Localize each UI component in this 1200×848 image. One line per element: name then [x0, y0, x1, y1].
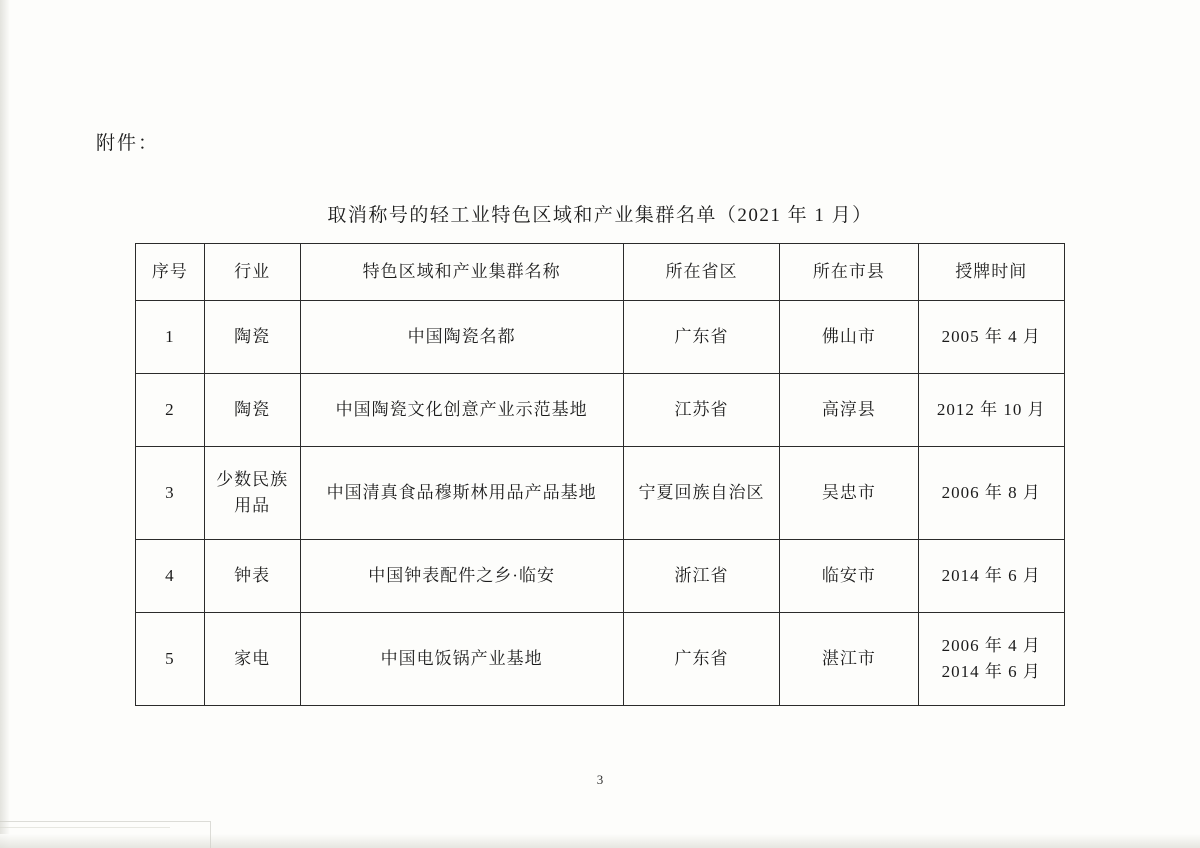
cell-industry-line: 少数民族: [216, 469, 289, 489]
table-header: [136, 244, 1065, 301]
column-header-industry: 行业: [204, 244, 300, 301]
cell-award-date: [918, 540, 1064, 613]
table-row: [136, 613, 1065, 706]
cell-province: 宁夏回族自治区: [623, 447, 780, 540]
cell-cluster-name: 中国清真食品穆斯林用品产品基地: [300, 447, 623, 540]
page-title: 取消称号的轻工业特色区域和产业集群名单（2021 年 1 月）: [327, 205, 873, 226]
cell-industry: 陶瓷: [204, 374, 300, 447]
award-date-line: 2006 年 4 月: [941, 635, 1041, 655]
column-header-no: 序号: [136, 244, 205, 301]
table-body: [136, 301, 1065, 706]
award-date-line: 2006 年 8 月: [941, 482, 1041, 502]
cell-cluster-name: 中国陶瓷文化创意产业示范基地: [300, 374, 623, 447]
page-number: 3: [596, 772, 604, 787]
table-row: [136, 540, 1065, 613]
cell-no: 1: [136, 301, 205, 374]
column-header-city: 所在市县: [780, 244, 918, 301]
cell-city: 吴忠市: [780, 447, 918, 540]
table-row: [136, 301, 1065, 374]
cell-cluster-name: 中国钟表配件之乡·临安: [300, 540, 623, 613]
scan-page-corner-outline-secondary: [0, 827, 170, 842]
table-header-row: [136, 244, 1065, 301]
cell-province: 浙江省: [623, 540, 780, 613]
cancelled-titles-table: [135, 243, 1065, 706]
cell-province: 广东省: [623, 613, 780, 706]
cell-industry: [204, 447, 300, 540]
award-date-line: 2014 年 6 月: [941, 662, 1041, 681]
table-row: [136, 374, 1065, 447]
cell-award-date: [918, 301, 1064, 374]
scan-edge-shadow-left: [0, 0, 10, 848]
award-date-line: 2005 年 4 月: [941, 326, 1041, 346]
cell-no: 4: [136, 540, 205, 613]
award-date-line: 2012 年 10 月: [936, 399, 1046, 419]
column-header-cluster-name: 特色区域和产业集群名称: [300, 244, 623, 301]
cell-city: 临安市: [780, 540, 918, 613]
cell-cluster-name: 中国电饭锅产业基地: [300, 613, 623, 706]
cell-no: 5: [136, 613, 205, 706]
cell-industry-line: 用品: [234, 496, 271, 515]
cell-award-date: [918, 374, 1064, 447]
column-header-province: 所在省区: [623, 244, 780, 301]
cell-cluster-name: 中国陶瓷名都: [300, 301, 623, 374]
award-date-line: 2014 年 6 月: [941, 565, 1041, 585]
cell-city: 佛山市: [780, 301, 918, 374]
cell-industry: 家电: [204, 613, 300, 706]
cell-industry: 陶瓷: [204, 301, 300, 374]
cell-city: 湛江市: [780, 613, 918, 706]
cell-city: 高淳县: [780, 374, 918, 447]
cell-award-date: [918, 613, 1064, 706]
table-row: [136, 447, 1065, 540]
cell-no: 2: [136, 374, 205, 447]
cell-province: 江苏省: [623, 374, 780, 447]
cell-no: 3: [136, 447, 205, 540]
cell-industry: 钟表: [204, 540, 300, 613]
attachment-label: 附件：: [96, 133, 160, 154]
cell-award-date: [918, 447, 1064, 540]
cell-province: 广东省: [623, 301, 780, 374]
column-header-award-date: 授牌时间: [918, 244, 1064, 301]
